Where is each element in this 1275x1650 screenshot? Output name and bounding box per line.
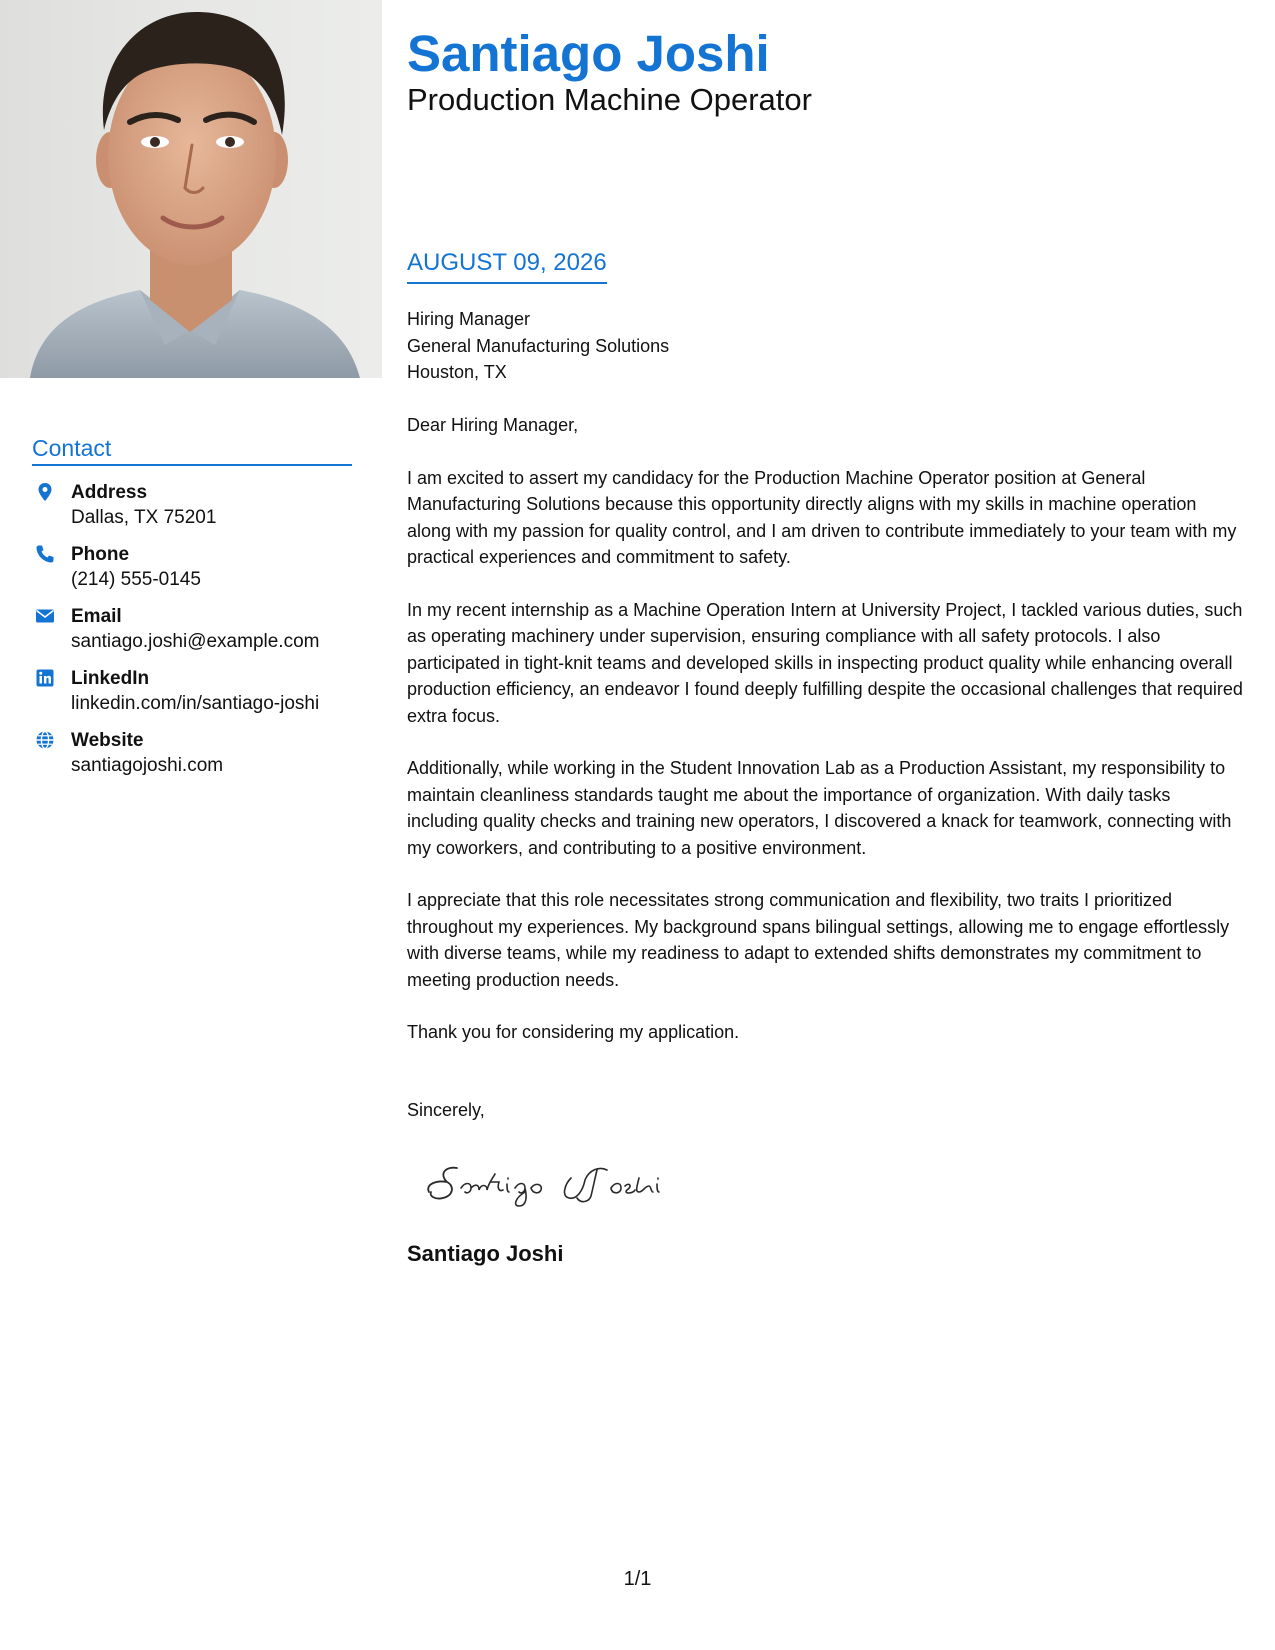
applicant-name: Santiago Joshi (407, 25, 770, 82)
body-paragraph: I am excited to assert my candidacy for the Production Machine Operator position at General Manufacturing Solutions because this opportunity directly aligns with my skills in machine operation along with my passion for quality control, and I am driven to contribute immediately to your team with my practical experiences and commitment to safety. (407, 468, 1237, 568)
page-number: 1/1 (623, 1568, 652, 1590)
contact-item-address (32, 480, 352, 530)
address-value: Dallas, TX 75201 (71, 507, 217, 529)
contact-item-linkedin (32, 666, 352, 716)
job-title: Production Machine Operator (407, 82, 812, 117)
signer-name: Santiago Joshi (407, 1241, 564, 1266)
salutation: Dear Hiring Manager, (407, 415, 579, 435)
recipient-block (407, 306, 669, 386)
contact-heading: Contact (32, 436, 352, 466)
handwritten-signature (421, 1152, 681, 1212)
recipient-line-location: Houston, TX (407, 362, 507, 382)
profile-photo (0, 0, 382, 378)
location-pin-icon (35, 482, 55, 502)
body-paragraph: Thank you for considering my application. (407, 1022, 740, 1043)
contact-item-website (32, 728, 352, 778)
letter-body (407, 465, 1245, 1072)
body-paragraph: In my recent internship as a Machine Operation Intern at University Project, I tackled various duties, such as operating machinery under supervision, ensuring compliance with all safety protocols. I also participated in tight-knit teams and developed skills in inspecting product quality while enhancing overall production efficiency, an endeavor I found deeply fulfilling despite the occasional challenges that required extra focus. (407, 600, 1243, 726)
email-value[interactable]: santiago.joshi@example.com (71, 631, 320, 653)
phone-icon (35, 544, 55, 564)
contact-item-phone (32, 542, 352, 592)
linkedin-icon (35, 668, 55, 688)
closing-line: Sincerely, (407, 1100, 485, 1120)
body-paragraph: Additionally, while working in the Student Innovation Lab as a Production Assistant, my responsibility to maintain cleanliness standards taught me about the importance of organization. With daily tasks including quality checks and training new operators, I discovered a knack for teamwork, connecting with my coworkers, and contributing to a positive environment. (407, 758, 1232, 858)
linkedin-value[interactable]: linkedin.com/in/santiago-joshi (71, 693, 320, 715)
phone-value[interactable]: (214) 555-0145 (71, 569, 201, 591)
envelope-icon (35, 606, 55, 626)
phone-label: Phone (71, 544, 130, 566)
email-label: Email (71, 606, 122, 628)
recipient-line-company: General Manufacturing Solutions (407, 335, 670, 356)
recipient-line-title: Hiring Manager (407, 309, 531, 329)
address-label: Address (71, 482, 148, 504)
website-value[interactable]: santiagojoshi.com (71, 755, 224, 777)
letter-date: AUGUST 09, 2026 (407, 248, 607, 284)
contact-sidebar (32, 436, 352, 790)
globe-icon (35, 730, 55, 750)
body-paragraph: I appreciate that this role necessitates strong communication and flexibility, two traits I prioritized throughout my experiences. My background spans bilingual settings, allowing me to engage effortlessly with diverse teams, while my readiness to adapt to extended shifts demonstrates my commitment to meeting production needs. (407, 890, 1230, 990)
contact-item-email (32, 604, 352, 654)
linkedin-label: LinkedIn (71, 668, 150, 690)
website-label: Website (71, 730, 144, 752)
